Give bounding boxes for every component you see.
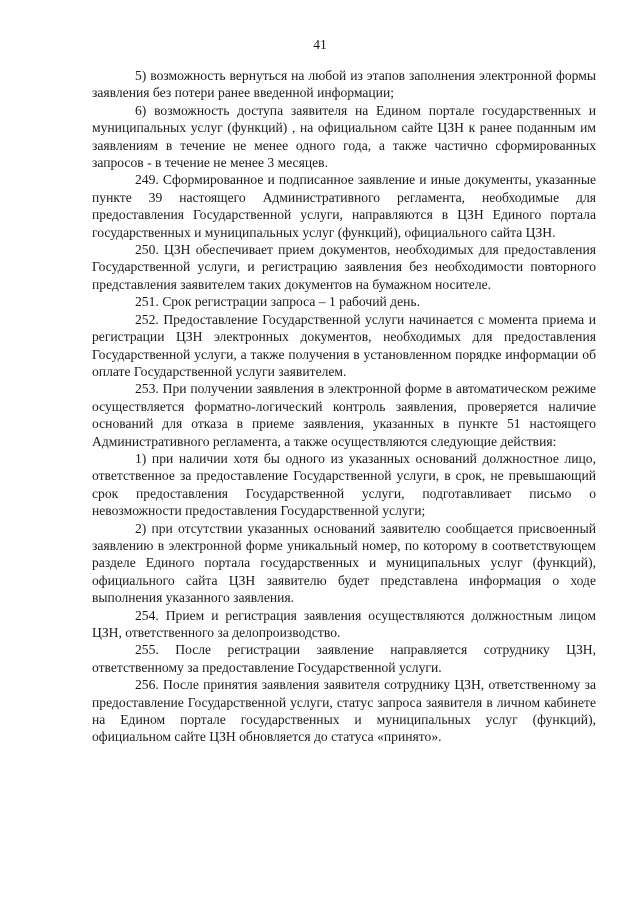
paragraph-249: 249. Сформированное и подписанное заявление и иные документы, указанные пункте 39 настоящего Административного регламента, необходимые для предоставления Государственной услуги, направляются в ЦЗН Единого портала государственных и муниципальных услуг (функций), официального сайта ЦЗН. — [92, 172, 596, 240]
paragraph-250: 250. ЦЗН обеспечивает прием документов, необходимых для предоставления Государственной услуги, и регистрацию заявления без необходимости повторного представления заявителем таких документов на бумажном носителе. — [92, 242, 596, 292]
paragraph-item-5: 5) возможность вернуться на любой из этапов заполнения электронной формы заявления без потери ранее введенной информации; — [92, 68, 596, 101]
paragraph-253: 253. При получении заявления в электронной форме в автоматическом режиме осуществляется форматно-логический контроль заявления, проверяется наличие оснований для отказа в приеме заявления, указанных в пункте 51 настоящего Административного регламента, а также осуществляются следующие действия: — [92, 381, 596, 449]
paragraph-253-item-2: 2) при отсутствии указанных оснований заявителю сообщается присвоенный заявлению в электронной форме уникальный номер, по которому в соответствующем разделе Единого портала государственных и муниципальных услуг (функций), официального сайта ЦЗН заявителю будет представлена информация о ходе выполнения указанного заявления. — [92, 520, 596, 606]
paragraph-252: 252. Предоставление Государственной услуги начинается с момента приема и регистрации ЦЗН электронных документов, необходимых для предоставления Государственной услуги, а также получения в установленном порядке информации об оплате Государственной услуги заявителем. — [92, 311, 596, 379]
paragraph-255: 255. После регистрации заявление направляется сотруднику ЦЗН, ответственному за предоставление Государственной услуги. — [92, 642, 596, 675]
paragraph-256: 256. После принятия заявления заявителя сотруднику ЦЗН, ответственному за предоставление Государственной услуги, статус запроса заявителя в личном кабинете на Едином портале государственных и муниципальных услуг (функций), официальном сайте ЦЗН обновляется до статуса «принято». — [92, 677, 596, 745]
paragraph-item-6: 6) возможность доступа заявителя на Едином портале государственных и муниципальных услуг (функций) , на официальном сайте ЦЗН к ранее поданным им заявлениям в течение не менее одного года, а также частично сформированных запросов - в течение не менее 3 месяцев. — [92, 102, 596, 171]
page-number: 41 — [313, 37, 327, 52]
paragraph-251: 251. Срок регистрации запроса – 1 рабочий день. — [135, 294, 420, 310]
paragraph-253-item-1: 1) при наличии хотя бы одного из указанных оснований должностное лицо, ответственное за предоставление Государственной услуги, в срок, не превышающий срок предоставления Государственной услуги, подготавливает письмо о невозможности предоставления Государственной услуги; — [92, 450, 596, 519]
document-body — [92, 67, 596, 746]
paragraph-254: 254. Прием и регистрация заявления осуществляются должностным лицом ЦЗН, ответственного за делопроизводство. — [92, 607, 596, 640]
